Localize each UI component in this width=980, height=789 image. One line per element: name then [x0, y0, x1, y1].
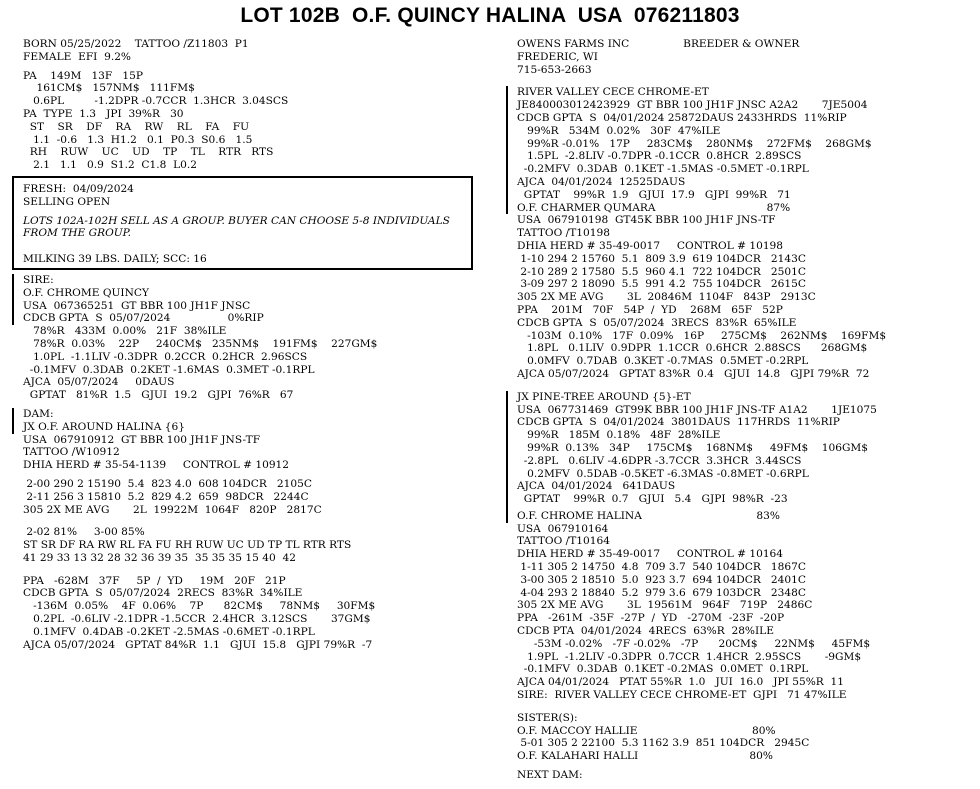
ggd-line: 4-04 293 2 18840 5.2 979 3.6 679 103DCR 2348C — [517, 586, 806, 599]
sister-line: O.F. MACCOY HALLIE 80% — [517, 724, 776, 737]
dam-line: DHIA HERD # 35-54-1139 CONTROL # 10912 — [23, 459, 290, 472]
sire-line: CDCB GPTA S 05/07/2024 0%RIP — [23, 312, 264, 325]
ggd-line: 1.9PL -1.2LIV -0.3DPR 0.7CCR 1.4HCR 2.95SCS -9GM$ — [517, 650, 862, 663]
mgs-line: AJCA 04/01/2024 12525DAUS — [517, 175, 686, 188]
classif-line: ST SR DF RA RW RL FA FU RH RUW UC UD TP TL RTR RTS — [23, 539, 352, 552]
dam-proof-line: PPA -628M 37F 5P / YD 19M 20F 21P — [23, 574, 286, 587]
mgd-line: -103M 0.10% 17F 0.09% 16P 275CM$ 262NM$ 169FM$ — [517, 329, 887, 342]
dam-details — [23, 434, 478, 472]
dam-proofs — [23, 575, 478, 652]
breeder-info — [517, 38, 977, 76]
ggd-line: 3-00 305 2 18510 5.0 923 3.7 694 104DCR 2401C — [517, 573, 806, 586]
ggd-line: SIRE: RIVER VALLEY CECE CHROME-ET GJPI 71 47%ILE — [517, 689, 847, 702]
dam-records — [23, 478, 478, 516]
maternal-grandsire-block — [506, 86, 977, 214]
lot-note: FROM THE GROUP. — [23, 227, 132, 240]
ggs-line: USA 067731469 GT99K BBR 100 JH1F JNS-TF A1A2 1JE1075 — [517, 403, 877, 416]
ggd-line: 1-11 305 2 14750 4.8 709 3.7 540 104DCR 1867C — [517, 561, 806, 574]
sire-line: -0.1MFV 0.3DAB 0.2KET -1.6MAS 0.3MET -0.1RPL — [23, 363, 315, 376]
animal-line: BORN 05/25/2022 TATTOO /Z11803 P1 — [23, 38, 249, 50]
ggs-line: -2.8PL 0.6LIV -4.6DPR -3.7CCR 3.3HCR 3.44SCS — [517, 454, 802, 467]
ggd-header: O.F. CHROME HALINA 83% — [517, 509, 780, 522]
ggs-line: 99%R 185M 0.18% 48F 28%ILE — [517, 429, 721, 442]
ggs-line: JX PINE-TREE AROUND {5}-ET — [517, 390, 691, 403]
sire-proofs — [23, 325, 478, 402]
mgs-line: 99%R -0.01% 17P 283CM$ 280NM$ 272FM$ 268GM$ — [517, 137, 872, 150]
ggd-line: -53M -0.02% -7F -0.02% -7P 20CM$ 22NM$ 45FM$ — [517, 637, 871, 650]
dam-proof-line: AJCA 05/07/2024 GPTAT 84%R 1.1 GJUI 15.8 GJPI 79%R -7 — [23, 638, 373, 651]
mgd-line: PPA 201M 70F 54P / YD 268M 65F 52P — [517, 303, 783, 316]
breeder-line: 715-653-2663 — [517, 63, 592, 76]
mgd-line: 1.8PL 0.1LIV 0.9DPR 1.1CCR 0.6HCR 2.88SCS 268GM$ — [517, 342, 868, 355]
sire-line: AJCA 05/07/2024 0DAUS — [23, 376, 175, 389]
maternal-granddam-block — [517, 214, 977, 380]
animal-line: FEMALE EFI 9.2% — [23, 50, 132, 63]
fresh-date: FRESH: 04/09/2024 — [23, 182, 134, 195]
proof-line: PA TYPE 1.3 JPI 39%R 30 — [23, 107, 184, 120]
proof-line: PA 149M 13F 15P — [23, 69, 143, 82]
milking-info: MILKING 39 LBS. DAILY; SCC: 16 — [23, 253, 207, 266]
proof-line: ST SR DF RA RW RL FA FU — [23, 120, 250, 133]
sister-line: O.F. KALAHARI HALLI 80% — [517, 750, 773, 763]
ggs-line: 99%R 0.13% 34P 175CM$ 168NM$ 49FM$ 106GM$ — [517, 441, 869, 454]
selling-status: SELLING OPEN — [23, 195, 111, 208]
mgs-line: CDCB GPTA S 04/01/2024 25872DAUS 2433HRDS 11%RIP — [517, 111, 847, 124]
sire-line: 78%R 433M 0.00% 21F 38%ILE — [23, 325, 227, 338]
mgd-line: CDCB GPTA S 05/07/2024 3RECS 83%R 65%ILE — [517, 316, 797, 329]
dam-proof-line: 0.2PL -0.6LIV -2.1DPR -1.5CCR 2.4HCR 3.12SCS 37GM$ — [23, 613, 371, 626]
mgd-line: 1-10 294 2 15760 5.1 809 3.9 619 104DCR 2143C — [517, 252, 806, 265]
ggs-line: GPTAT 99%R 0.7 GJUI 5.4 GJPI 98%R -23 — [517, 493, 788, 506]
sister-line: 5-01 305 2 22100 5.3 1162 3.9 851 104DCR 2945C — [517, 737, 810, 750]
ggs-line: AJCA 04/01/2024 641DAUS — [517, 480, 676, 493]
mgs-line: -0.2MFV 0.3DAB 0.1KET -1.5MAS -0.5MET -0.1RPL — [517, 163, 809, 176]
mgs-line: 1.5PL -2.8LIV -0.7DPR -0.1CCR 0.8HCR 2.89SCS — [517, 150, 802, 163]
mgs-line: RIVER VALLEY CECE CHROME-ET — [517, 86, 709, 99]
ggs-block — [506, 391, 977, 523]
sisters-label: SISTER(S): — [517, 711, 578, 724]
proof-line: RH RUW UC UD TP TL RTR RTS — [23, 146, 274, 159]
mgd-line: 3-09 297 2 18090 5.5 991 4.2 755 104DCR 2615C — [517, 278, 806, 291]
animal-proofs — [23, 70, 478, 172]
dam-line: JX O.F. AROUND HALINA {6} — [23, 420, 186, 433]
mgd-line: 305 2X ME AVG 3L 20846M 1104F 843P 2913C — [517, 291, 816, 304]
dam-line: TATTOO /W10912 — [23, 446, 120, 459]
mgd-line: AJCA 05/07/2024 GPTAT 83%R 0.4 GJUI 14.8 GJPI 79%R 72 — [517, 367, 870, 380]
sire-block — [12, 274, 478, 325]
record-row: 2-00 290 2 15190 5.4 823 4.0 608 104DCR 2105C — [23, 477, 312, 490]
ggd-line: TATTOO /T10164 — [517, 535, 610, 548]
sire-line: 78%R 0.03% 22P 240CM$ 235NM$ 191FM$ 227GM$ — [23, 337, 378, 350]
ggs-line: 0.2MFV 0.5DAB -0.5KET -6.3MAS -0.8MET -0.6RPL — [517, 467, 809, 480]
mgd-line: TATTOO /T10198 — [517, 227, 610, 240]
record-row: 2-11 256 3 15810 5.2 829 4.2 659 98DCR 2244C — [23, 490, 309, 503]
mgs-line: JE840003012423929 GT BBR 100 JH1F JNSC A2A2 7JE5004 — [517, 99, 868, 112]
ggs-line: CDCB GPTA S 04/01/2024 3801DAUS 117HRDS 11%RIP — [517, 416, 840, 429]
mgd-line: 2-10 289 2 17580 5.5 960 4.1 722 104DCR 2501C — [517, 265, 806, 278]
dam-line: USA 067910912 GT BBR 100 JH1F JNS-TF — [23, 433, 261, 446]
mgs-line: 99%R 534M 0.02% 30F 47%ILE — [517, 124, 721, 137]
lot-note: LOTS 102A-102H SELL AS A GROUP. BUYER CAN CHOOSE 5-8 INDIVIDUALS — [23, 214, 450, 227]
ggd-line: USA 067910164 — [517, 522, 609, 535]
dam-line: DAM: — [23, 407, 54, 420]
right-column — [517, 38, 977, 782]
sire-line: SIRE: — [23, 273, 54, 286]
fresh-box — [12, 176, 473, 270]
ggd-line: AJCA 04/01/2024 PTAT 55%R 1.0 JUI 16.0 JPI 55%R 11 — [517, 676, 844, 689]
page-title: LOT 102B O.F. QUINCY HALINA USA 076211803 — [240, 4, 740, 27]
sire-line: 1.0PL -1.1LIV -0.3DPR 0.2CCR 0.2HCR 2.96SCS — [23, 350, 308, 363]
mgd-line: DHIA HERD # 35-49-0017 CONTROL # 10198 — [517, 239, 784, 252]
classif-line: 41 29 33 13 32 28 32 36 39 35 35 35 35 15 40 42 — [23, 551, 296, 564]
sire-line: GPTAT 81%R 1.5 GJUI 19.2 GJPI 76%R 67 — [23, 389, 294, 402]
dam-proof-line: -136M 0.05% 4F 0.06% 7P 82CM$ 78NM$ 30FM$ — [23, 600, 376, 613]
dam-block — [12, 408, 478, 434]
dam-classification — [23, 526, 478, 564]
record-row: 305 2X ME AVG 2L 19922M 1064F 820P 2817C — [23, 503, 322, 516]
ggd-line: PPA -261M -35F -27P / YD -270M -23F -20P — [517, 612, 785, 625]
classif-line: 2-02 81% 3-00 85% — [23, 526, 145, 539]
proof-line: 1.1 -0.6 1.3 H1.2 0.1 P0.3 S0.6 1.5 — [23, 133, 253, 146]
mgd-header: O.F. CHARMER QUMARA 87% — [517, 201, 791, 214]
proof-line: 0.6PL -1.2DPR -0.7CCR 1.3HCR 3.04SCS — [23, 95, 289, 108]
proof-line: 161CM$ 157NM$ 111FM$ — [23, 82, 195, 95]
dam-proof-line: CDCB GPTA S 05/07/2024 2RECS 83%R 34%ILE — [23, 587, 303, 600]
dam-proof-line: 0.1MFV 0.4DAB -0.2KET -2.5MAS -0.6MET -0.1RPL — [23, 625, 315, 638]
proof-line: 2.1 1.1 0.9 S1.2 C1.8 L0.2 — [23, 159, 197, 172]
mgs-line: GPTAT 99%R 1.9 GJUI 17.9 GJPI 99%R 71 — [517, 188, 791, 201]
ggd-line: -0.1MFV 0.3DAB 0.1KET -0.2MAS 0.0MET 0.1RPL — [517, 663, 809, 676]
ggd-line: CDCB PTA 04/01/2024 4RECS 63%R 28%ILE — [517, 625, 774, 638]
ggd-block — [517, 523, 977, 702]
breeder-line: FREDERIC, WI — [517, 50, 598, 63]
mgd-line: USA 067910198 GT45K BBR 100 JH1F JNS-TF — [517, 214, 776, 227]
ggd-line: DHIA HERD # 35-49-0017 CONTROL # 10164 — [517, 548, 784, 561]
sire-line: O.F. CHROME QUINCY — [23, 286, 149, 299]
breeder-line: OWENS FARMS INC BREEDER & OWNER — [517, 38, 800, 50]
left-column — [23, 38, 478, 651]
next-dam-cutoff: NEXT DAM: — [517, 769, 583, 782]
sisters-block — [517, 712, 977, 782]
ggd-line: 305 2X ME AVG 3L 19561M 964F 719P 2486C — [517, 599, 813, 612]
animal-info — [23, 38, 478, 64]
mgd-line: 0.0MFV 0.7DAB 0.3KET -0.7MAS 0.5MET -0.2RPL — [517, 355, 809, 368]
sire-line: USA 067365251 GT BBR 100 JH1F JNSC — [23, 299, 251, 312]
